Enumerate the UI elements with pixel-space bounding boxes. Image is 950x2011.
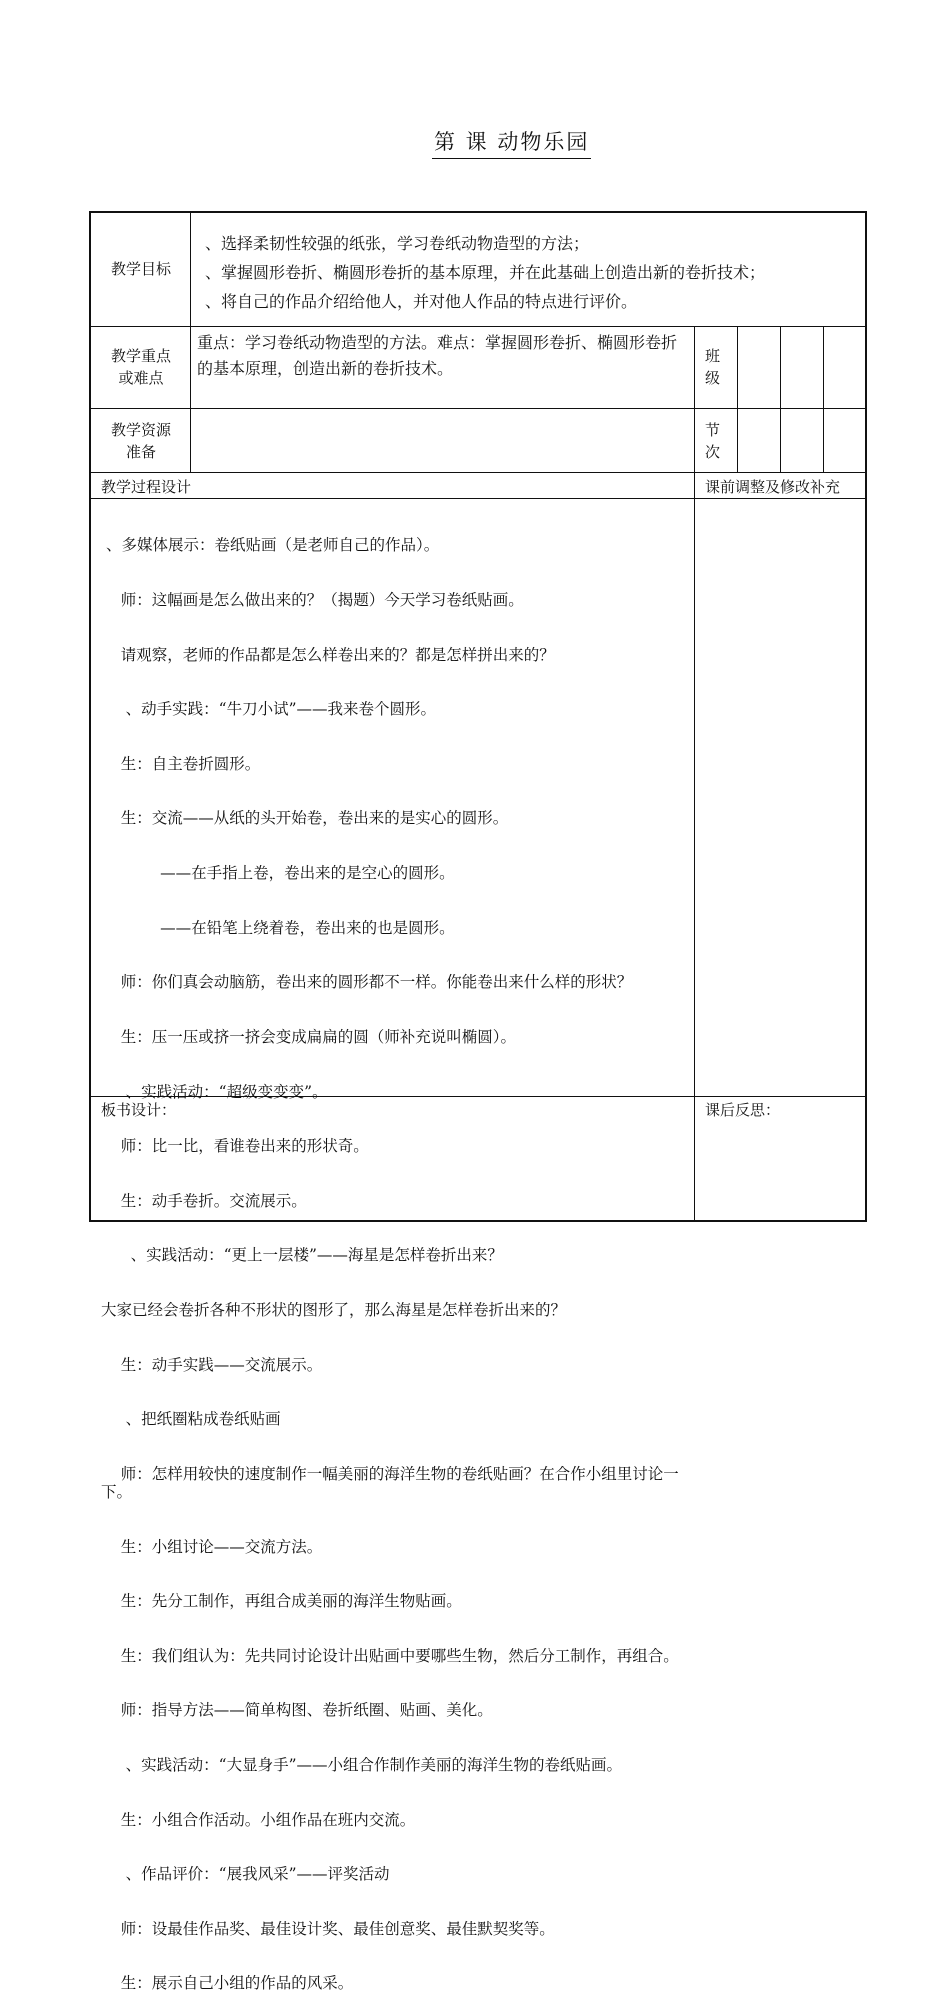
process-line: ——在手指上卷，卷出来的是空心的圆形。 [101, 864, 455, 883]
process-line: 生：我们组认为：先共同讨论设计出贴画中要哪些生物，然后分工制作，再组合。 [101, 1646, 679, 1665]
process-line: 师：怎样用较快的速度制作一幅美丽的海洋生物的卷纸贴画？在合作小组里讨论一下。 [101, 1464, 679, 1501]
class-label-char: 级 [705, 369, 721, 387]
process-line: 大家已经会卷折各种不形状的图形了，那么海星是怎样卷折出来的？ [101, 1300, 567, 1319]
process-line: ——在铅笔上绕着卷，卷出来的也是圆形。 [101, 918, 455, 937]
process-label: 教学过程设计 [101, 478, 192, 496]
date-marks [740, 190, 860, 208]
column-divider [190, 212, 191, 472]
key-points-label [92, 345, 190, 389]
goal-item: 、选择柔韧性较强的纸张，学习卷纸动物造型的方法； [205, 234, 590, 253]
process-line: 生：动手卷折。交流展示。 [101, 1191, 307, 1210]
process-line: 生：展示自己小组的作品的风采。 [101, 1974, 354, 1993]
resources-label-line: 准备 [125, 443, 156, 461]
process-line: 、作品评价：“展我风采”——评奖活动 [101, 1865, 390, 1884]
process-line: 生：压一压或挤一挤会变成扁扁的圆（师补充说叫椭圆）。 [101, 1027, 516, 1046]
period-label-char: 节 [705, 421, 721, 439]
process-line: 生：自主卷折圆形。 [101, 754, 261, 773]
process-line: 师：这幅画是怎么做出来的？（揭题）今天学习卷纸贴画。 [101, 591, 524, 610]
lesson-title-line [360, 126, 650, 160]
adjustment-label: 课前调整及修改补充 [705, 478, 841, 496]
column-divider [823, 326, 824, 472]
class-label [705, 345, 729, 389]
row-divider [90, 408, 866, 409]
goal-item: 、掌握圆形卷折、椭圆形卷折的基本原理，并在此基础上创造出新的卷折技术； [205, 263, 766, 282]
process-line: 师：比一比，看谁卷出来的形状奇。 [101, 1137, 369, 1156]
process-line: 、实践活动：“更上一层楼”——海星是怎样卷折出来？ [101, 1246, 503, 1265]
process-line: 生：先分工制作，再组合成美丽的海洋生物贴画。 [101, 1592, 462, 1611]
goals-list [205, 229, 865, 316]
key-points-label-line: 或难点 [118, 369, 164, 387]
resources-label-line: 教学资源 [110, 421, 171, 439]
reflection-label: 课后反思： [705, 1101, 781, 1119]
process-line: 生：动手实践——交流展示。 [101, 1355, 323, 1374]
goals-label: 教学目标 [110, 260, 171, 278]
process-body [101, 500, 691, 2011]
lesson-title: 第 课 动物乐园 [432, 126, 591, 159]
row-divider [90, 326, 866, 327]
row-divider [90, 472, 866, 473]
process-line: 师：指导方法——简单构图、卷折纸圈、贴画、美化。 [101, 1701, 493, 1720]
column-divider [737, 326, 738, 472]
process-line: 生：小组合作活动。小组作品在班内交流。 [101, 1810, 416, 1829]
process-line: 师：你们真会动脑筋，卷出来的圆形都不一样。你能卷出来什么样的形状？ [101, 973, 633, 992]
process-line: 师：设最佳作品奖、最佳设计奖、最佳创意奖、最佳默契奖等。 [101, 1919, 555, 1938]
column-divider [694, 326, 695, 1220]
period-label [705, 419, 729, 463]
process-line: 、动手实践：“牛刀小试”——我来卷个圆形。 [101, 700, 436, 719]
process-line: 、多媒体展示：卷纸贴画（是老师自己的作品）。 [101, 536, 440, 555]
row-divider [90, 498, 866, 499]
class-label-char: 班 [705, 347, 721, 365]
period-label-char: 次 [705, 443, 721, 461]
process-line: 、把纸圈粘成卷纸贴画 [101, 1410, 281, 1429]
process-line: 生：小组讨论——交流方法。 [101, 1537, 323, 1556]
key-points-text: 重点：学习卷纸动物造型的方法。难点：掌握圆形卷折、椭圆形卷折的基本原理，创造出新的卷折技术。 [197, 333, 678, 378]
process-line: 、实践活动：“超级变变变”。 [101, 1082, 328, 1101]
process-line: 生：交流——从纸的头开始卷，卷出来的是实心的圆形。 [101, 809, 509, 828]
key-points-label-line: 教学重点 [110, 347, 171, 365]
goal-item: 、将自己的作品介绍给他人，并对他人作品的特点进行评价。 [205, 292, 638, 311]
process-line: 、实践活动：“大显身手”——小组合作制作美丽的海洋生物的卷纸贴画。 [101, 1756, 622, 1775]
process-line: 请观察，老师的作品都是怎么样卷出来的？都是怎样拼出来的？ [101, 645, 555, 664]
resources-label [92, 419, 190, 463]
column-divider [780, 326, 781, 472]
board-design-label: 板书设计： [101, 1101, 177, 1119]
